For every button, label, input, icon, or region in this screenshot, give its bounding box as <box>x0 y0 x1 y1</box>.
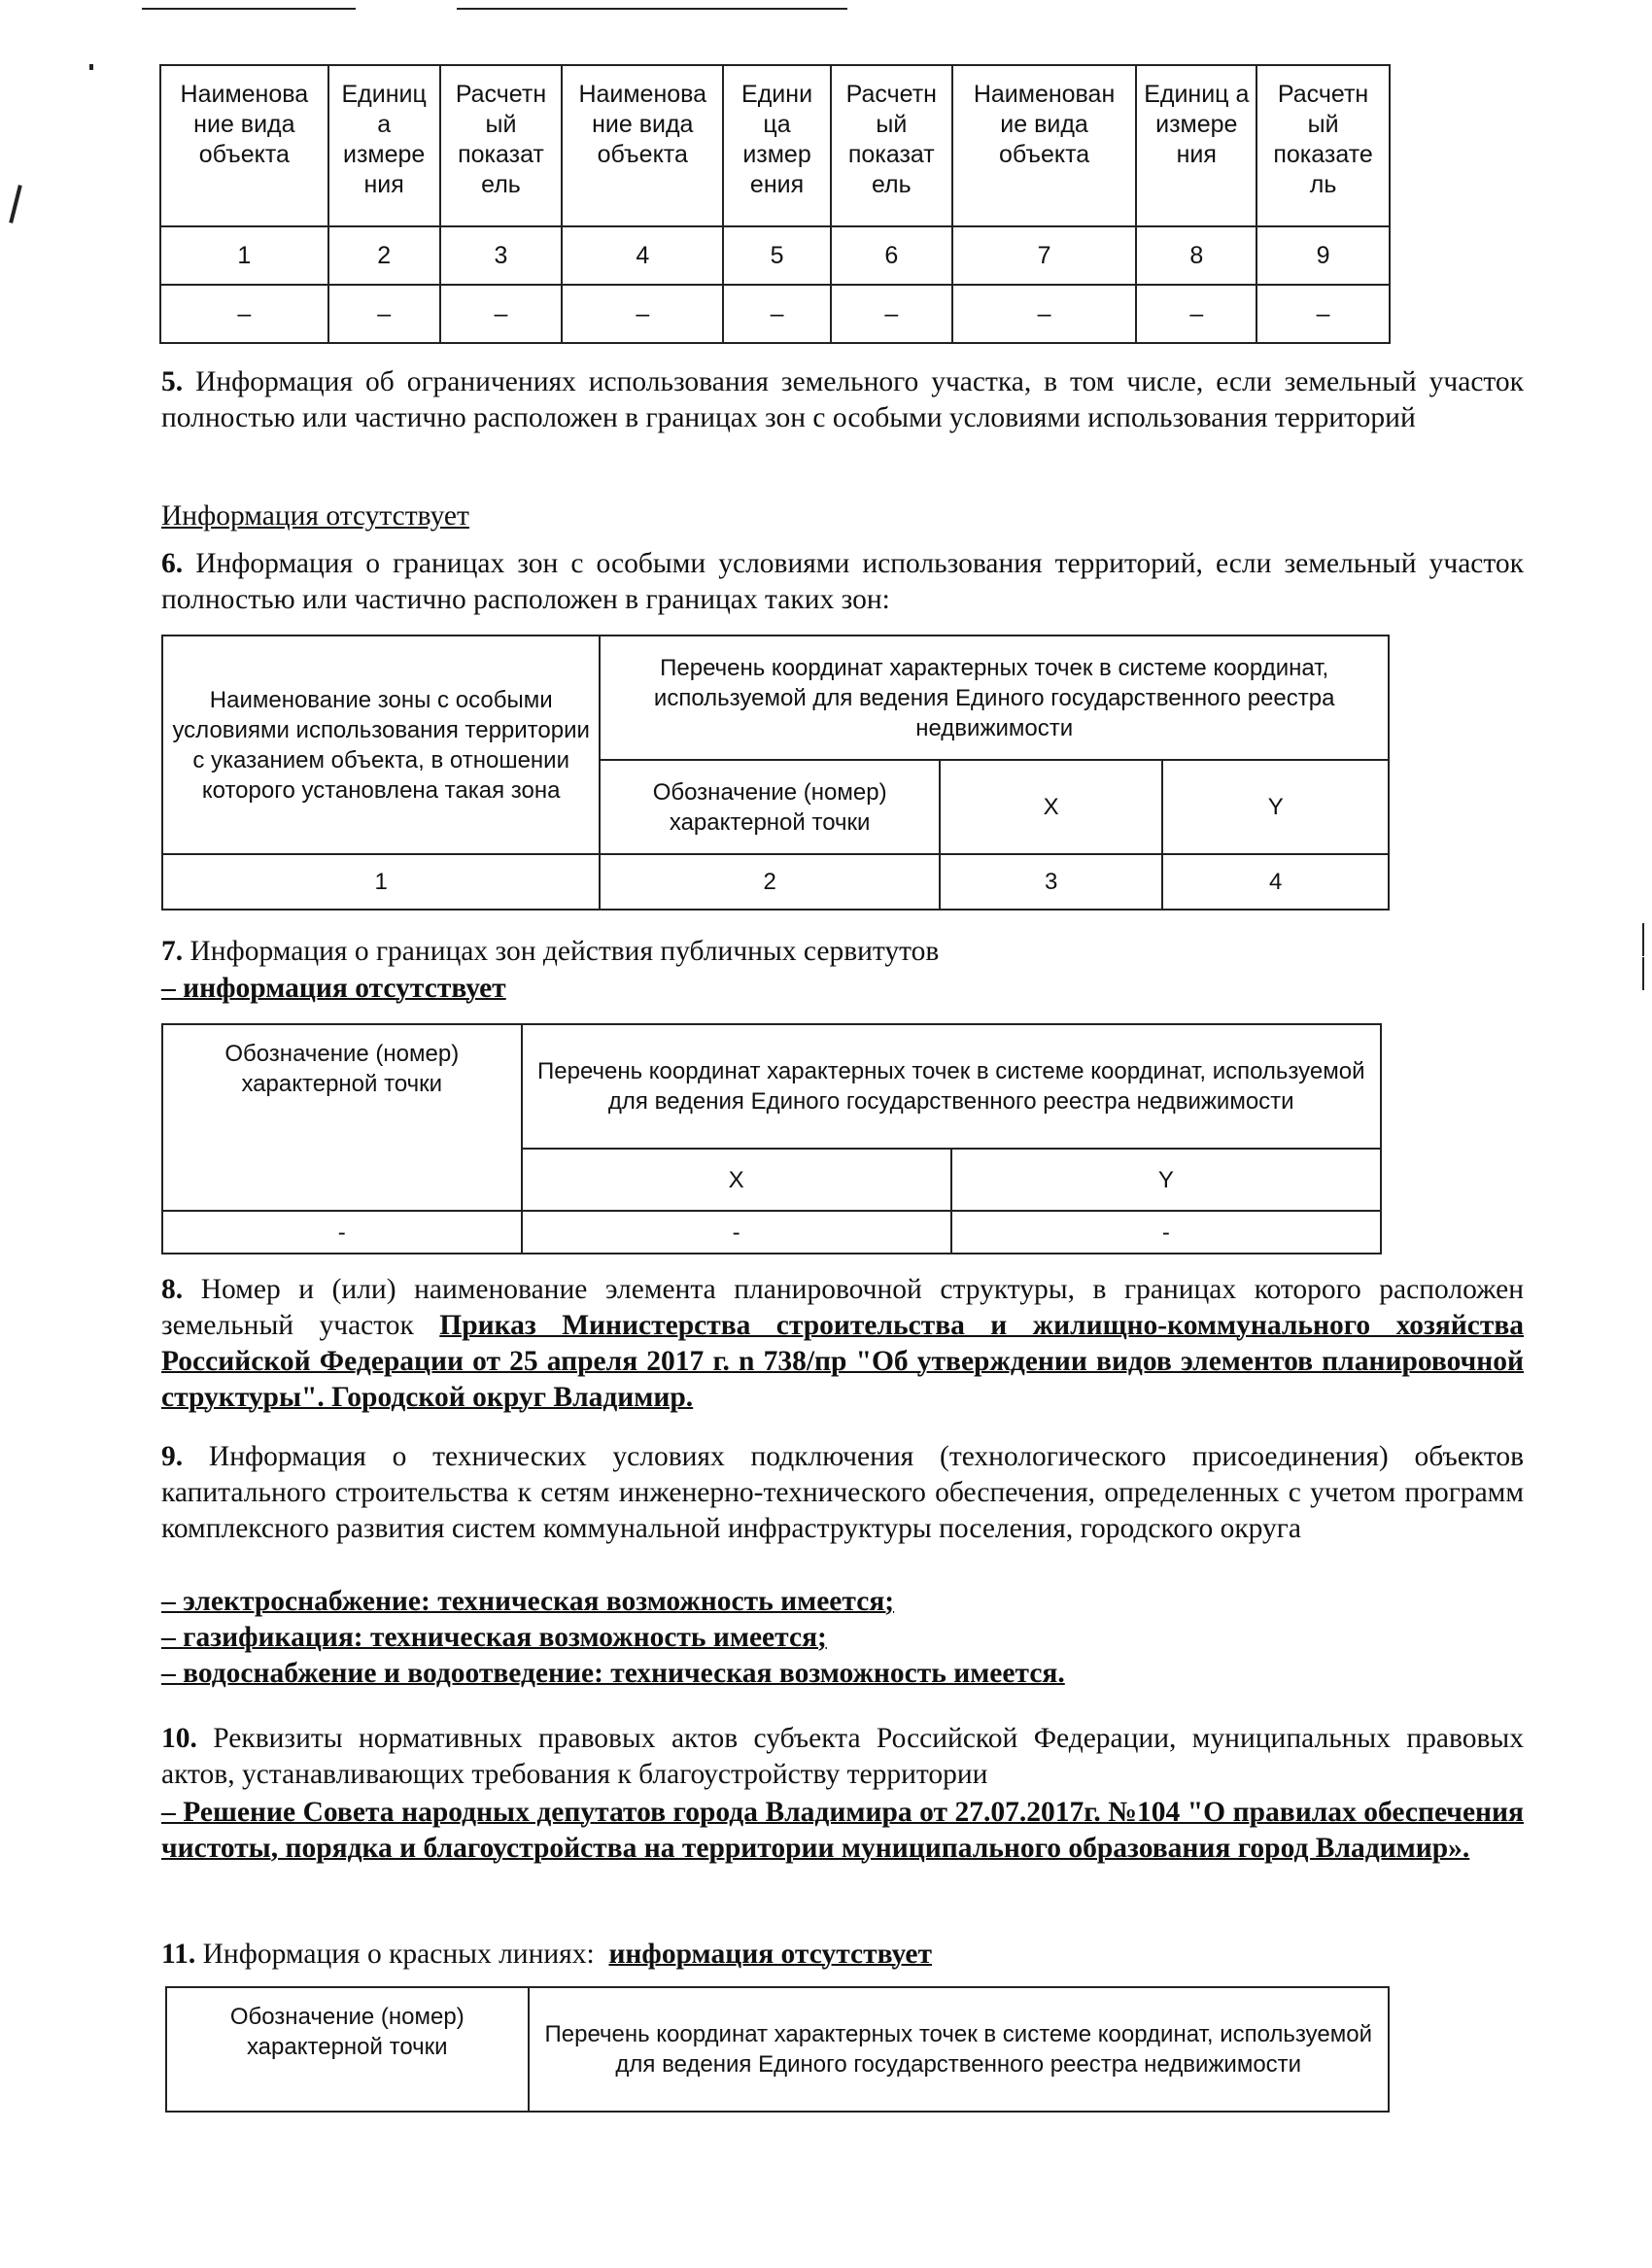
table-number-row <box>162 854 1389 910</box>
section-number: 5. <box>161 366 184 397</box>
section-6 <box>161 546 1524 618</box>
header-cell: Наименова ние вида объекта <box>562 65 723 226</box>
value-cell: – <box>328 285 440 343</box>
section-text: Номер и (или) наименование элемента планировочной структуры, в границах которого расположен земельный участок <box>161 1274 1525 1341</box>
number-cell: 7 <box>952 226 1137 285</box>
section-text: Информация о границах зон с особыми условиями использования территорий, если земельный участок полностью или частично расположен в границах таких зон: <box>161 548 1524 615</box>
top-rule-right <box>457 8 847 10</box>
number-cell: 2 <box>600 854 940 910</box>
table-row <box>162 1211 1381 1254</box>
section-7-answer: – информация отсутствует <box>161 973 506 1004</box>
value-cell: – <box>160 285 328 343</box>
section-10 <box>161 1721 1524 1793</box>
table-row <box>160 285 1390 343</box>
header-cell: Единиц а измере ния <box>1136 65 1256 226</box>
section-5-answer: Информация отсутствует <box>161 500 469 532</box>
value-cell: - <box>522 1211 951 1254</box>
value-cell: – <box>1136 285 1256 343</box>
top-rule-left <box>142 8 356 10</box>
scan-mark <box>89 64 93 70</box>
scan-mark <box>9 185 22 223</box>
utility-item-gas: – газификация: техническая возможность имеется; <box>161 1622 827 1653</box>
y-header: Y <box>951 1149 1381 1211</box>
section-10-answer: – Решение Совета народных депутатов города Владимира от 27.07.2017г. №104 "О правилах обеспечения чистоты, порядка и благоустройства на территории муниципального образования город Владимир». <box>161 1797 1524 1864</box>
number-cell: 5 <box>723 226 831 285</box>
header-cell: Наименова ние вида объекта <box>160 65 328 226</box>
number-cell: 3 <box>440 226 563 285</box>
section-number: 10. <box>161 1723 197 1754</box>
value-cell: – <box>952 285 1137 343</box>
value-cell: - <box>162 1211 522 1254</box>
number-cell: 2 <box>328 226 440 285</box>
section-text: Информация о технических условиях подключения (технологического присоединения) объектов капитального строительства к сетям инженерно-технического обеспечения, определенных с учетом программ комплексного развития систем коммунальной инфраструктуры поселения, городского округа <box>161 1441 1525 1544</box>
x-header: X <box>940 760 1163 854</box>
header-cell: Наименован ие вида объекта <box>952 65 1137 226</box>
number-cell: 1 <box>162 854 600 910</box>
number-cell: 4 <box>1162 854 1389 910</box>
point-header: Обозначение (номер) характерной точки <box>600 760 940 854</box>
value-cell: – <box>440 285 563 343</box>
header-cell: Расчетн ый показате ль <box>1256 65 1390 226</box>
section-number: 8. <box>161 1274 184 1305</box>
number-cell: 8 <box>1136 226 1256 285</box>
header-cell: Расчетн ый показат ель <box>831 65 952 226</box>
number-cell: 1 <box>160 226 328 285</box>
number-cell: 4 <box>562 226 723 285</box>
table-header-row <box>166 1987 1389 2112</box>
red-lines-table <box>165 1986 1390 2113</box>
coords-header: Перечень координат характерных точек в системе координат, используемой для ведения Единого государственного реестра недвижимости <box>600 636 1389 760</box>
section-8 <box>161 1272 1524 1416</box>
section-text: Информация о границах зон действия публичных сервитутов <box>189 936 940 967</box>
value-cell: – <box>723 285 831 343</box>
number-cell: 6 <box>831 226 952 285</box>
scan-mark <box>1642 923 1644 956</box>
object-indicators-table <box>159 64 1391 344</box>
y-header: Y <box>1162 760 1389 854</box>
point-header: Обозначение (номер) характерной точки <box>162 1024 522 1211</box>
servitude-coordinates-table <box>161 1023 1382 1254</box>
utility-item-electricity: – электроснабжение: техническая возможность имеется; <box>161 1586 895 1617</box>
section-5 <box>161 364 1524 436</box>
value-cell: - <box>951 1211 1381 1254</box>
section-text: Информация об ограничениях использования земельного участка, в том числе, если земельный участок полностью или частично расположен в границах зон с особыми условиями использования территорий <box>161 366 1524 433</box>
section-11-answer: информация отсутствует <box>608 1939 932 1970</box>
section-number: 11. <box>161 1939 196 1970</box>
header-cell: Единиц а измере ния <box>328 65 440 226</box>
section-number: 6. <box>161 548 184 579</box>
table-header-row <box>160 65 1390 226</box>
x-header: X <box>522 1149 951 1211</box>
table-number-row <box>160 226 1390 285</box>
section-number: 9. <box>161 1441 184 1472</box>
value-cell: – <box>1256 285 1390 343</box>
utility-item-water: – водоснабжение и водоотведение: техническая возможность имеется. <box>161 1658 1065 1689</box>
zone-name-header: Наименование зоны с особыми условиями использования территории с указанием объекта, в отношении которого установлена такая зона <box>162 636 600 854</box>
coords-header: Перечень координат характерных точек в системе координат, используемой для ведения Единого государственного реестра недвижимости <box>522 1024 1381 1149</box>
scan-mark <box>1642 957 1644 990</box>
header-cell: Едини ца измер ения <box>723 65 831 226</box>
value-cell: – <box>831 285 952 343</box>
value-cell: – <box>562 285 723 343</box>
coords-header: Перечень координат характерных точек в системе координат, используемой для ведения Единого государственного реестра недвижимости <box>529 1987 1389 2112</box>
point-header: Обозначение (номер) характерной точки <box>166 1987 529 2112</box>
table-header-row <box>162 636 1389 760</box>
number-cell: 3 <box>940 854 1163 910</box>
section-8-answer: Приказ Министерства строительства и жилищно-коммунального хозяйства Российской Федерации от 25 апреля 2017 г. n 738/пр "Об утверждении видов элементов планировочной структуры". Городской округ Владимир. <box>161 1310 1525 1413</box>
section-9 <box>161 1439 1524 1547</box>
number-cell: 9 <box>1256 226 1390 285</box>
section-7 <box>161 934 1524 970</box>
header-cell: Расчетн ый показат ель <box>440 65 563 226</box>
zones-coordinates-table <box>161 635 1390 911</box>
section-text: Информация о красных линиях: <box>202 1939 595 1970</box>
section-11 <box>161 1937 1524 1973</box>
section-number: 7. <box>161 936 184 967</box>
table-header-row <box>162 1024 1381 1149</box>
section-text: Реквизиты нормативных правовых актов субъекта Российской Федерации, муниципальных правовых актов, устанавливающих требования к благоустройству территории <box>161 1723 1525 1790</box>
